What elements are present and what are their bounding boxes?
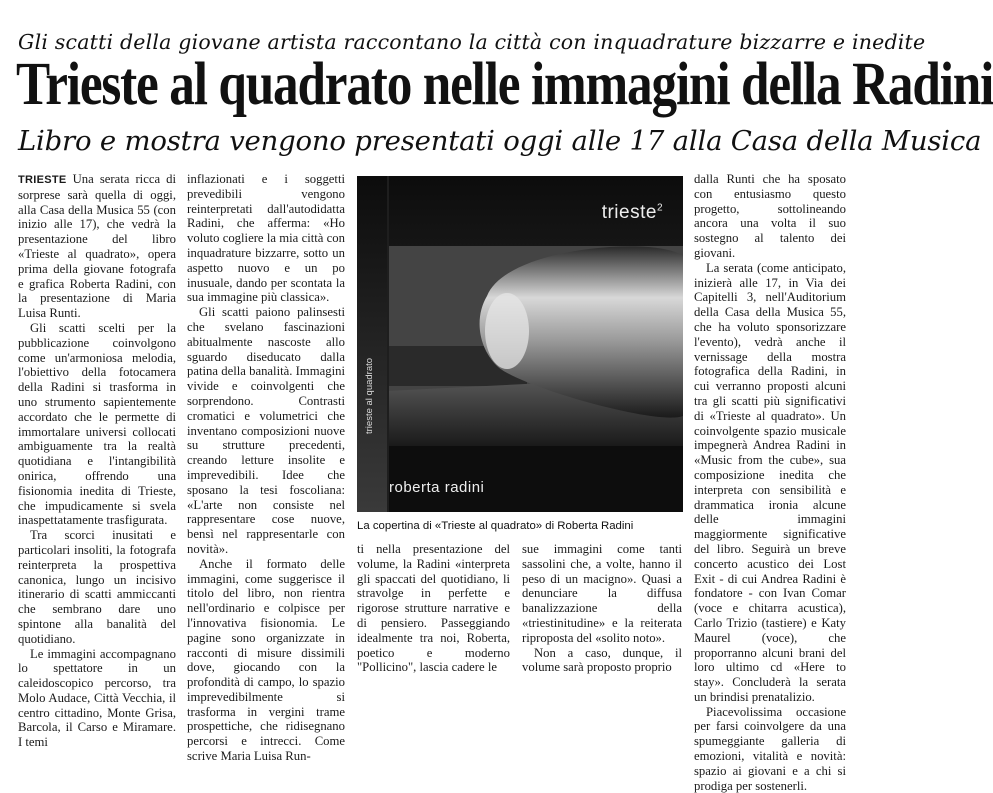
paragraph: sue immagini come tanti sassolini che, a volte, hanno il peso di un macigno». Quasi a denunciare la diffusa banalizzazione della «triestinitudine» e la reiterata riproposta del «solito noto». xyxy=(522,542,682,645)
kicker: Gli scatti della giovane artista raccontano la città con inquadrature bizzarre e inedite xyxy=(18,30,926,54)
article-column-2 xyxy=(187,172,345,764)
book-cover-photo xyxy=(357,176,683,512)
dateline: TRIESTE xyxy=(18,174,67,186)
paragraph: Anche il formato delle immagini, come suggerisce il titolo del libro, non rientra nell'ordinario e colpisce per l'innovativa fisionomia. Le pagine sono organizzate in racconti di misure dissimili dove, giocando con la profondità di campo, lo spazio imprevedibilmente si trasforma in vergini trame prospettiche, che ridisegnano percorsi e intrecci. Come scrive Maria Luisa Run- xyxy=(187,556,345,764)
photo-caption: La copertina di «Trieste al quadrato» di Roberta Radini xyxy=(357,520,634,532)
cover-title xyxy=(602,202,663,224)
cover-artwork xyxy=(357,176,683,512)
paragraph: Tra scorci inusitati e particolari insoliti, la fotografa reinterpreta la prospettiva canonica, lungo un incisivo itinerario di scatti ammiccanti che sembrano dare uno spintone alla banalità del quotidiano. xyxy=(18,528,176,646)
article-column-3 xyxy=(357,542,510,675)
article-column-1 xyxy=(18,172,176,750)
paragraph: Non a caso, dunque, il volume sarà proposto proprio xyxy=(522,645,682,675)
cover-title-text: trieste xyxy=(601,202,657,223)
headline: Trieste al quadrato nelle immagini della Radini xyxy=(16,51,993,118)
cover-author: roberta radini xyxy=(389,479,485,496)
paragraph-text: Una serata ricca di sorprese sarà quella di oggi, alla Casa della Musica 55 (con inizio alle 17), che vedrà la presentazione del libro «Trieste al quadrato», opera prima della giovane fotografa e grafica Roberta Radini, con la presentazione di Maria Luisa Runti. xyxy=(18,172,177,321)
paragraph: dalla Runti che ha sposato con entusiasmo questo progetto, sottolineando ancora una volta il suo sostegno al talento dei giovani. xyxy=(694,172,846,260)
paragraph: ti nella presentazione del volume, la Radini «interpreta gli spaccati del quotidiano, li stravolge in perfette e rigorose strutture narrative e di pensiero. Passeggiando idealmente tra noi, Roberta, poetico e moderno "Pollicino", lascia cadere le xyxy=(357,542,510,675)
paragraph xyxy=(18,172,176,321)
cover-title-superscript: 2 xyxy=(656,202,663,214)
paragraph: inflazionati e i soggetti prevedibili vengono reinterpretati dall'autodidatta Radini, che afferma: «Ho voluto cogliere la mia città con inquadrature bizzarre, sotto un aspetto nuovo e un po inusuale, dando per scontata la sua immagine più classica». xyxy=(187,172,345,305)
article-column-4 xyxy=(522,542,682,675)
paragraph: Gli scatti scelti per la pubblicazione coinvolgono come un'armoniosa melodia, l'obiettivo della fotocamera della Radini si trasforma in uno strumento sapientemente accordato che le permette di immortalare universi collocati ambiguamente tra la realtà quotidiana e l'intangibilità onirica, offrendo una fisionomia inedita di Trieste, che impudicamente si svela inaspettatamente trasfigurata. xyxy=(18,320,176,528)
paragraph: Le immagini accompagnano lo spettatore in un caleidoscopico percorso, tra Molo Audace, Città Vecchia, il centro cittadino, Monte Grisa, Barcola, il Carso e Miramare. I temi xyxy=(18,646,176,750)
paragraph: Piacevolissima occasione per farsi coinvolgere da una spumeggiante galleria di emozioni, vitalità e novità: spazio ai giovani e a chi si prodiga per sostenerli. xyxy=(694,704,846,793)
deck: Libro e mostra vengono presentati oggi alle 17 alla Casa della Musica xyxy=(18,125,982,157)
paragraph: La serata (come anticipato, inizierà alle 17, in Via dei Capitelli 3, nell'Auditorium della Casa della Musica 55, che ha voluto sponsorizzare l'evento), vedrà anche il vernissage della mostra fotografica della Radini, in cui verranno proposti alcuni tra gli scatti più significativi di «Trieste al quadrato». Un coinvolgente spazio musicale impegnerà Andrea Radini in «Music from the cube», sua composizione inedita che interpreta con sensibilità e drammatica ironia alcune delle immagini maggiormente significative del libro. Seguirà un breve concerto acustico dei Lost Exit - di cui Andrea Radini è fondatore - con Ivan Comar (voce e chitarra acustica), Carlo Trizio (tastiere) e Katy Maurel (voce), che proporranno alcuni brani del loro ultimo cd «Here to stay». Concluderà la serata un brindisi prenatalizio. xyxy=(694,260,846,704)
paragraph: Gli scatti paiono palinsesti che svelano fascinazioni abitualmente nascoste allo sguardo diseducato dalla patina della banalità. Immagini vivide e coinvolgenti che sorprendono. Contrasti cromatici e volumetrici che inventano composizioni nuove su strutture precedenti, creando letture insolite e imprevedibili. Idee che sposano la tesi foscoliana: «L'arte non consiste nel rappresentare cose nuove, bensì nel rappresentarle con novità». xyxy=(187,305,345,556)
article-column-5 xyxy=(694,172,846,793)
cover-vertical-title: trieste al quadrato xyxy=(364,357,375,434)
